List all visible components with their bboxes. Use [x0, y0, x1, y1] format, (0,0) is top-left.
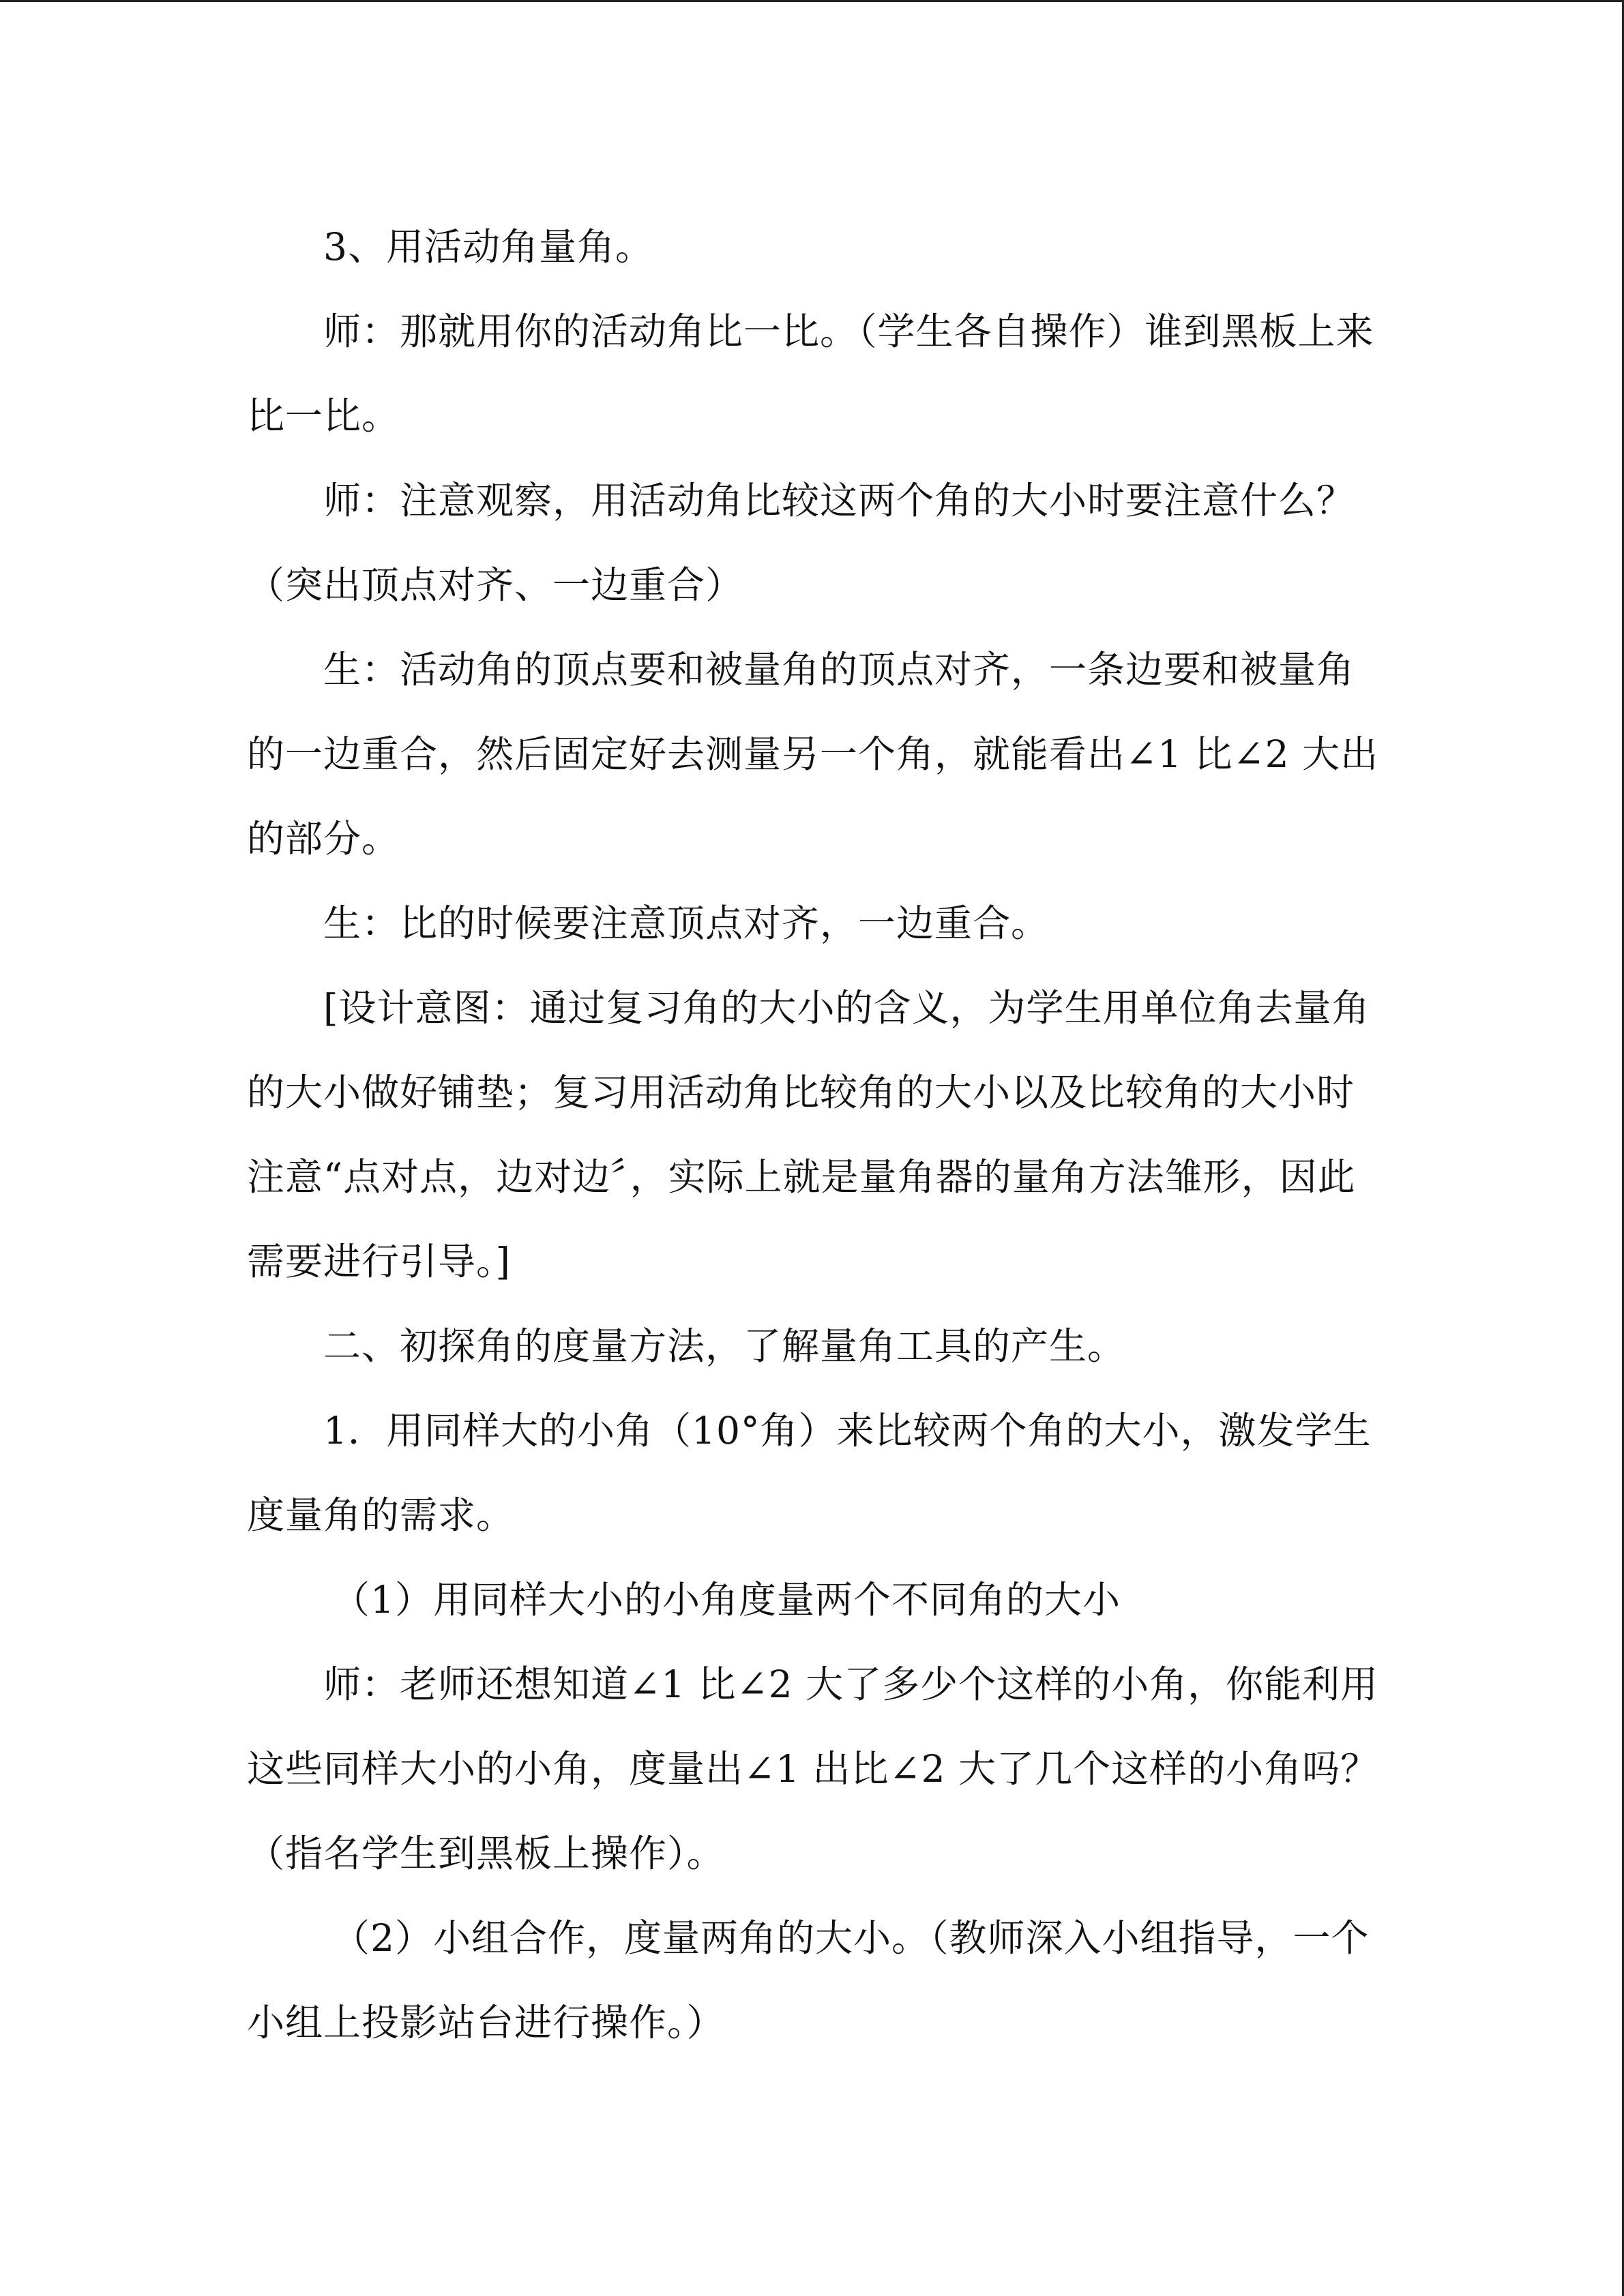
paragraph-student-vertex-align: 生：活动角的顶点要和被量角的顶点对齐，一条边要和被量角的一边重合，然后固定好去测量另一个角，就能看出∠1 比∠2 大出的部分。 [247, 648, 1379, 861]
document-body [247, 205, 1379, 2065]
paragraph-teacher-observe: 师：注意观察，用活动角比较这两个角的大小时要注意什么？（突出顶点对齐、一边重合） [247, 479, 1355, 607]
paragraph-teacher-compare: 师：那就用你的活动角比一比。（学生各自操作）谁到黑板上来比一比。 [247, 310, 1374, 438]
paragraph-section-two-heading: 二、初探角的度量方法，了解量角工具的产生。 [323, 1324, 1126, 1368]
paragraph-teacher-question: 师：老师还想知道∠1 比∠2 大了多少个这样的小角，你能利用这些同样大小的小角，度量出∠1 出比∠2 大了几个这样的小角吗？（指名学生到黑板上操作）。 [247, 1663, 1379, 1875]
paragraph-substep-two: （2）小组合作，度量两角的大小。（教师深入小组指导，一个小组上投影站台进行操作。） [247, 1916, 1370, 2044]
paragraph-heading-measure-with-movable-angle: 3、用活动角量角。 [323, 225, 653, 269]
page-top-border [0, 0, 1624, 2]
paragraph-substep-one: （1）用同样大小的小角度量两个不同角的大小 [332, 1578, 1121, 1622]
paragraph-student-compare-tip: 生：比的时候要注意顶点对齐，一边重合。 [323, 901, 1050, 945]
paragraph-step-one: 1．用同样大的小角（10°角）来比较两个角的大小，激发学生度量角的需求。 [247, 1409, 1372, 1537]
paragraph-design-intent: [设计意图：通过复习角的大小的含义，为学生用单位角去量角的大小做好铺垫；复习用活动角比较角的大小以及比较角的大小时注意“点对点，边对边〞，实际上就是量角器的量角方法雏形，因此需要进行引导。] [247, 986, 1370, 1283]
